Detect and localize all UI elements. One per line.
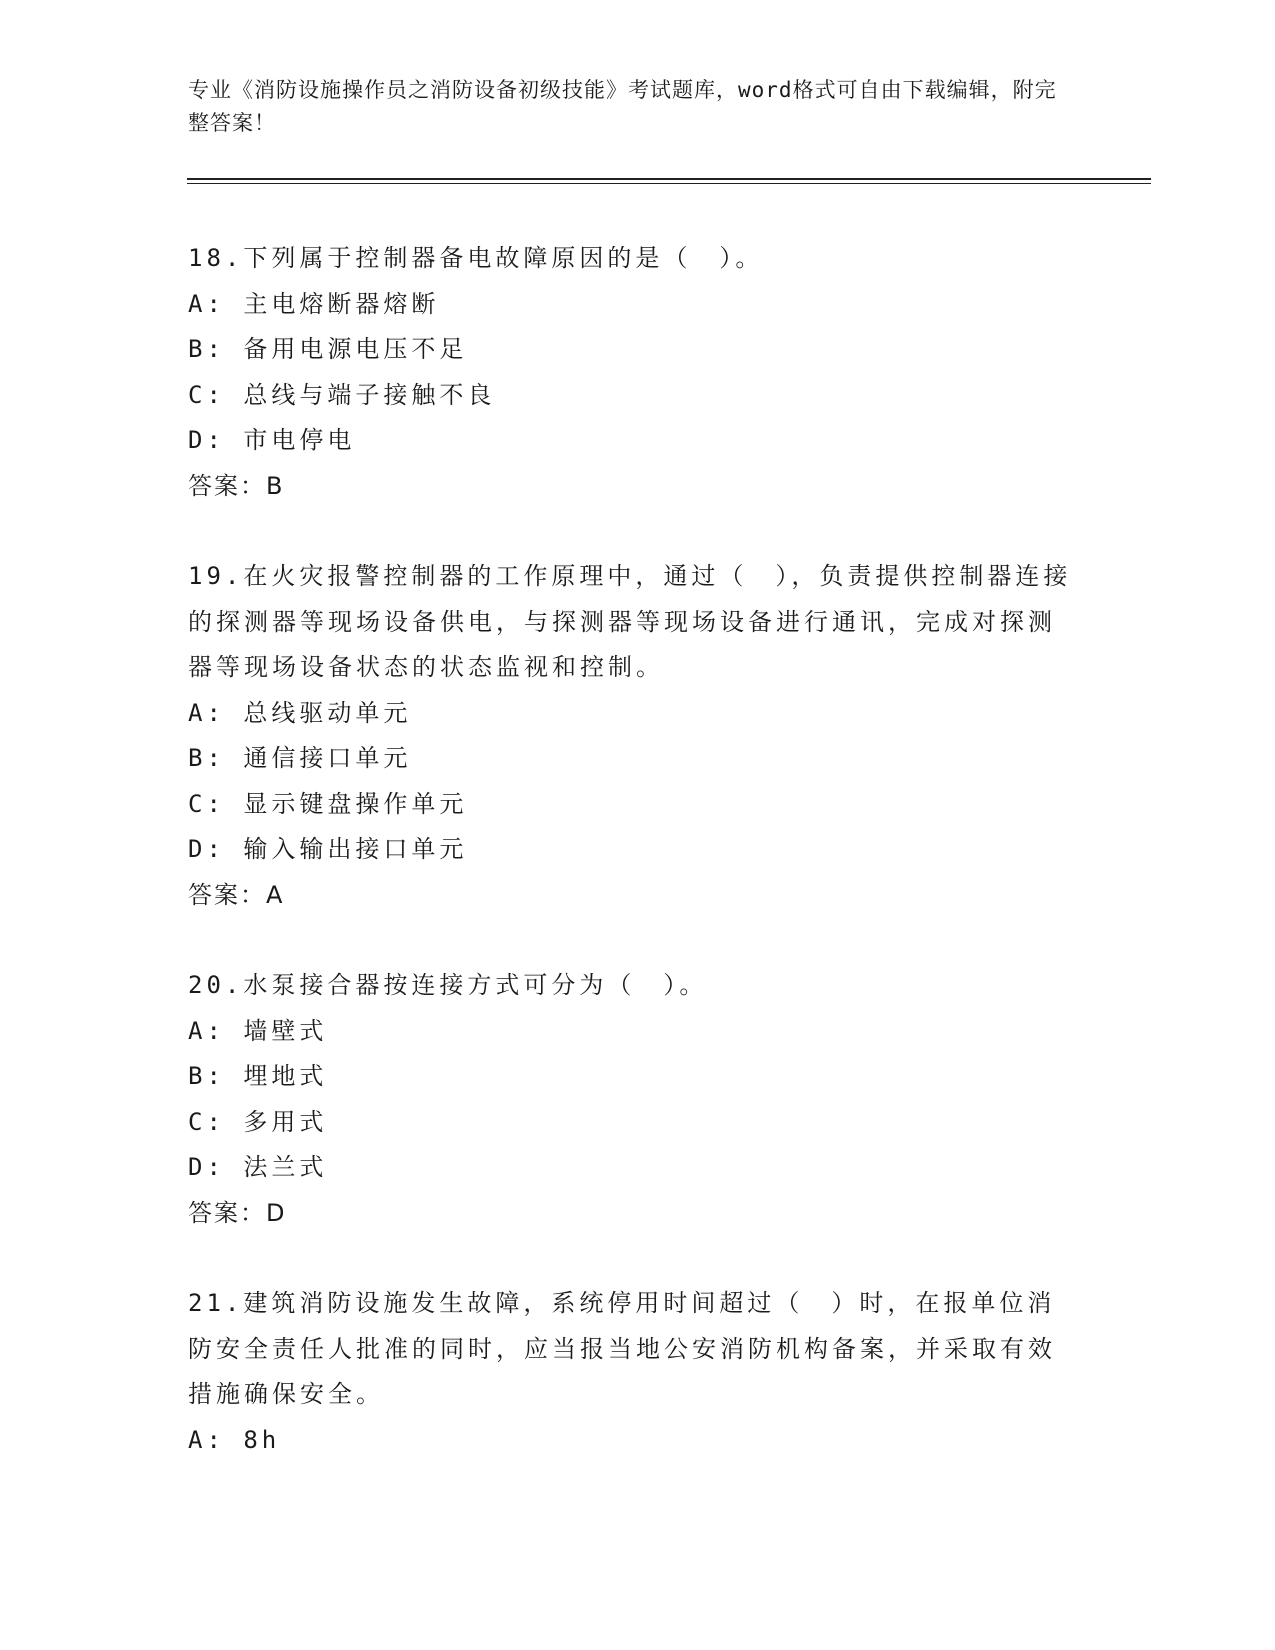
question-list — [188, 236, 1088, 1508]
answer-label: 答案：D — [188, 1198, 287, 1227]
option-a: A: 8h — [188, 1425, 281, 1454]
option-c: C: 显示键盘操作单元 — [188, 789, 468, 818]
option-c: C: 总线与端子接触不良 — [188, 380, 496, 409]
question-18 — [188, 236, 1088, 509]
question-stem: 18.下列属于控制器备电故障原因的是（ ）。 — [188, 244, 764, 272]
option-a: A: 墙壁式 — [188, 1016, 328, 1045]
question-stem: 21.建筑消防设施发生故障，系统停用时间超过（ ）时，在报单位消防安全责任人批准的同时，应当报当地公安消防机构备案，并采取有效措施确保安全。 — [188, 1289, 1056, 1408]
question-stem: 19.在火灾报警控制器的工作原理中，通过（ ），负责提供控制器连接的探测器等现场设备供电，与探测器等现场设备进行通讯，完成对探测器等现场设备状态的状态监视和控制。 — [188, 562, 1072, 681]
option-b: B: 备用电源电压不足 — [188, 335, 468, 363]
option-d: D: 输入输出接口单元 — [188, 835, 468, 863]
question-stem: 20.水泵接合器按连接方式可分为（ ）。 — [188, 971, 708, 999]
answer-label: 答案：A — [188, 880, 285, 909]
option-a: A: 总线驱动单元 — [188, 698, 412, 727]
question-19 — [188, 554, 1088, 918]
option-d: D: 法兰式 — [188, 1153, 328, 1181]
header-divider-thin — [187, 183, 1151, 184]
option-a: A: 主电熔断器熔断 — [188, 289, 440, 318]
option-d: D: 市电停电 — [188, 426, 356, 454]
option-c: C: 多用式 — [188, 1107, 328, 1136]
question-21 — [188, 1281, 1088, 1463]
question-20 — [188, 963, 1088, 1236]
header-divider-thick — [187, 178, 1151, 180]
option-b: B: 通信接口单元 — [188, 744, 412, 772]
answer-label: 答案：B — [188, 471, 285, 500]
document-header-text: 专业《消防设施操作员之消防设备初级技能》考试题库，word格式可自由下载编辑，附完整答案！ — [188, 78, 1057, 135]
option-b: B: 埋地式 — [188, 1062, 328, 1090]
